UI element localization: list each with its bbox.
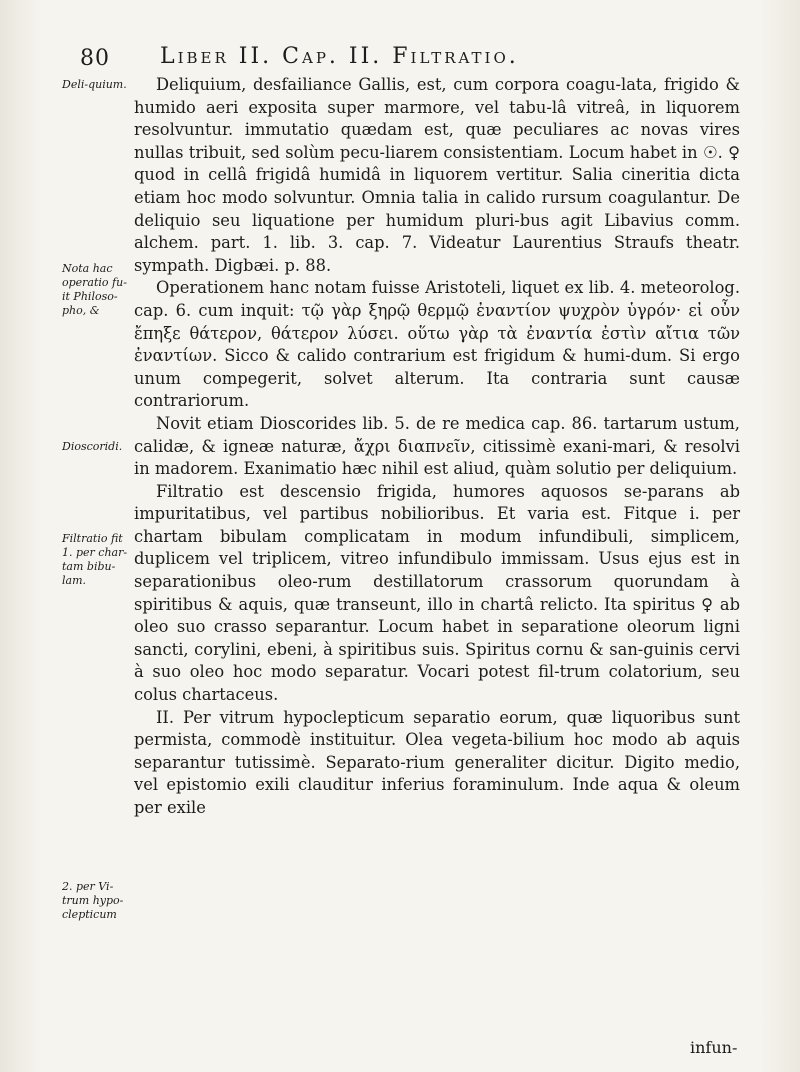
margin-note-dioscoridi: Dioscoridi. bbox=[62, 440, 123, 453]
paragraph-deliquium: Deliquium, desfailiance Gallis, est, cum corpora coagu-lata, frigido & humido aeri exposita super marmore, vel tabu-lâ vitreâ, in liquorem resolvuntur. immutatio quædam est, quæ peculiares ac novas vires nullas tribuit, sed solùm pecu-liarem consistentiam. Locum habet in ☉. ♀ quod in cellâ frigidâ humidâ in liquorem vertitur. Salia cineritia dicta etiam hoc modo solvuntur. Omnia talia in calido rursum coagulantur. De deliquio seu liquatione per humidum pluri-bus agit Libavius comm. alchem. part. 1. lib. 3. cap. 7. Videatur Laurentius Straufs theatr. sympath. Digbæi. p. 88. bbox=[134, 75, 740, 275]
margin-notes bbox=[62, 0, 132, 1072]
margin-note-filtratio: Filtratio fit 1. per char-tam bibu-lam. bbox=[62, 532, 128, 587]
margin-note-vitrum: 2. per Vi-trum hypo-clepticum bbox=[62, 880, 124, 921]
paragraph-filtratio: Filtratio est descensio frigida, humores aquosos se-parans ab impuritatibus, vel partibus nobilioribus. Et varia est. Fitque i. per chartam bibulam complicatam in modum infundibuli, simplicem, duplicem vel triplicem, vitreo infundibulo immissam. Usus ejus est in separationibus oleo-rum destillatorum crassorum quorundam à spiritibus & aquis, quæ transeunt, illo in chartâ relicto. Ita spiritus ♀ ab oleo suo crasso separantur. Locum habet in separatione oleorum ligni sancti, corylini, ebeni, à spiritibus suis. Spiritus cornu & san-guinis cervi à suo oleo hoc modo separatur. Vocari potest fil-trum colatorium, seu colus chartaceus. bbox=[134, 481, 740, 705]
running-title: Liber II. Cap. II. Filtratio. bbox=[160, 44, 519, 69]
margin-note-operatio: Nota hac operatio fu-it Philoso-pho, & bbox=[62, 262, 127, 317]
margin-note-deliquium: Deli-quium. bbox=[62, 78, 127, 91]
paragraph-aristoteles: Operationem hanc notam fuisse Aristoteli, liquet ex lib. 4. meteorolog. cap. 6. cum inquit: τῷ γὰρ ξηρῷ θερμῷ ἐναντίον ψυχρὸν ὑγρόν· εἰ οὖν ἔπηξε θάτερον, θάτερον λύσει. οὕτω γὰρ τὰ ἐναντία ἐστὶν αἴτια τῶν ἐναντίων. Sicco & calido contrarium est frigidum & humi-dum. Si ergo unum compegerit, solvet alterum. Ita contraria sunt causæ contrariorum. bbox=[134, 278, 740, 411]
paragraph-vitrum: II. Per vitrum hypoclepticum separatio eorum, quæ liquoribus sunt permista, commodè instituitur. Olea vegeta-bilium hoc modo ab aquis separantur tutissimè. Separato-rium generaliter dicitur. Digito medio, vel epistomio exili clauditur inferius foraminulum. Inde aqua & oleum per exile bbox=[134, 707, 740, 817]
main-text bbox=[134, 74, 740, 820]
catchword: infun- bbox=[690, 1038, 738, 1057]
page-number: 80 bbox=[80, 46, 110, 71]
paragraph-dioscorides: Novit etiam Dioscorides lib. 5. de re medica cap. 86. tartarum ustum, calidæ, & igneæ naturæ, ἄχρι διαπνεῖν, citissimè exani-mari, & resolvi in madorem. Exanimatio hæc nihil est aliud, quàm solutio per deliquium. bbox=[134, 413, 740, 479]
